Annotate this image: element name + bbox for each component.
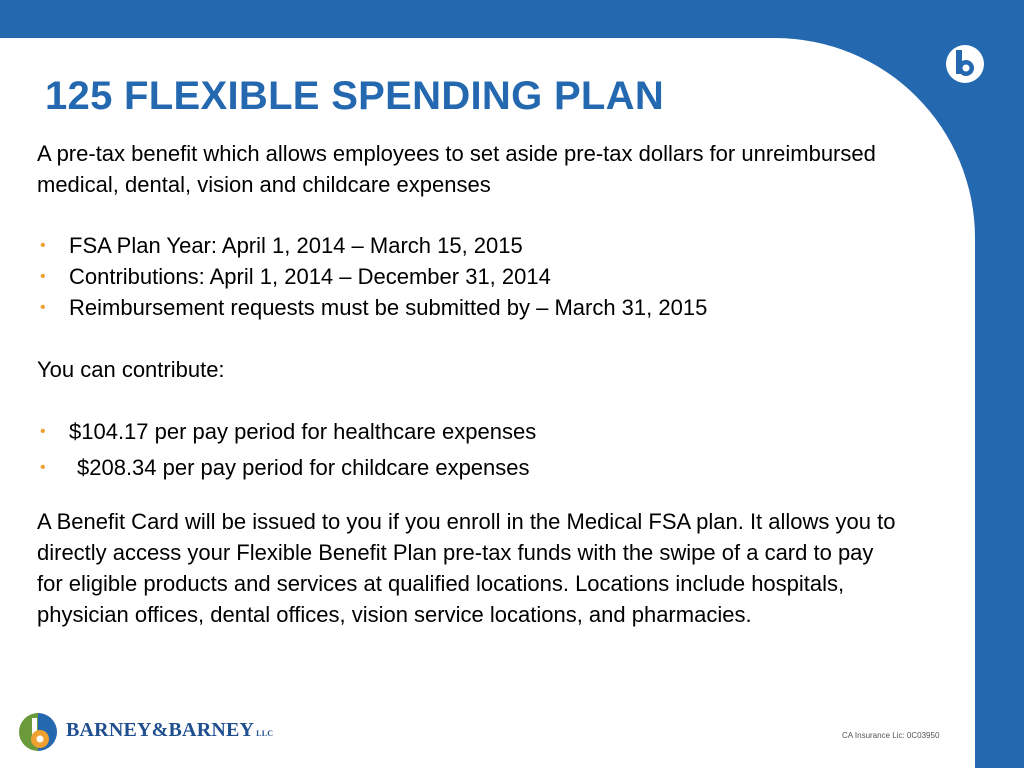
brand-name-text: BARNEY&BARNEY: [66, 719, 255, 741]
brand-suffix: LLC: [256, 729, 274, 738]
barney-logo-icon: [18, 711, 58, 753]
brand-mark-icon: [945, 44, 985, 84]
contribute-heading: You can contribute:: [37, 357, 225, 382]
slide-title: 125 FLEXIBLE SPENDING PLAN: [45, 74, 665, 118]
brand-name: [66, 719, 273, 742]
benefit-card-text: A Benefit Card will be issued to you if you enroll in the Medical FSA plan. It allows you to directly access your Flexible Benefit Plan pre-tax funds with the swipe of a card to pay for eligible products and services at qualified locations. Locations include hospitals, physician offices, dental offices, vision service locations, and pharmacies.: [37, 509, 896, 627]
license-number: CA Insurance Lic: 0C03950: [842, 731, 940, 740]
list-item: • Reimbursement requests must be submitted by – March 31, 2015: [37, 292, 897, 323]
list-item: • $208.34 per pay period for childcare expenses: [37, 452, 897, 483]
top-band: [0, 0, 1024, 38]
slide-body: [37, 138, 897, 630]
list-item: • $104.17 per pay period for healthcare expenses: [37, 416, 897, 447]
list-item: • FSA Plan Year: April 1, 2014 – March 15, 2015: [37, 230, 897, 261]
list-item: • Contributions: April 1, 2014 – December 31, 2014: [37, 261, 897, 292]
contribution-list: [37, 416, 897, 483]
plan-details-list: [37, 230, 897, 323]
intro-text: A pre-tax benefit which allows employees to set aside pre-tax dollars for unreimbursed medical, dental, vision and childcare expenses: [37, 141, 876, 197]
